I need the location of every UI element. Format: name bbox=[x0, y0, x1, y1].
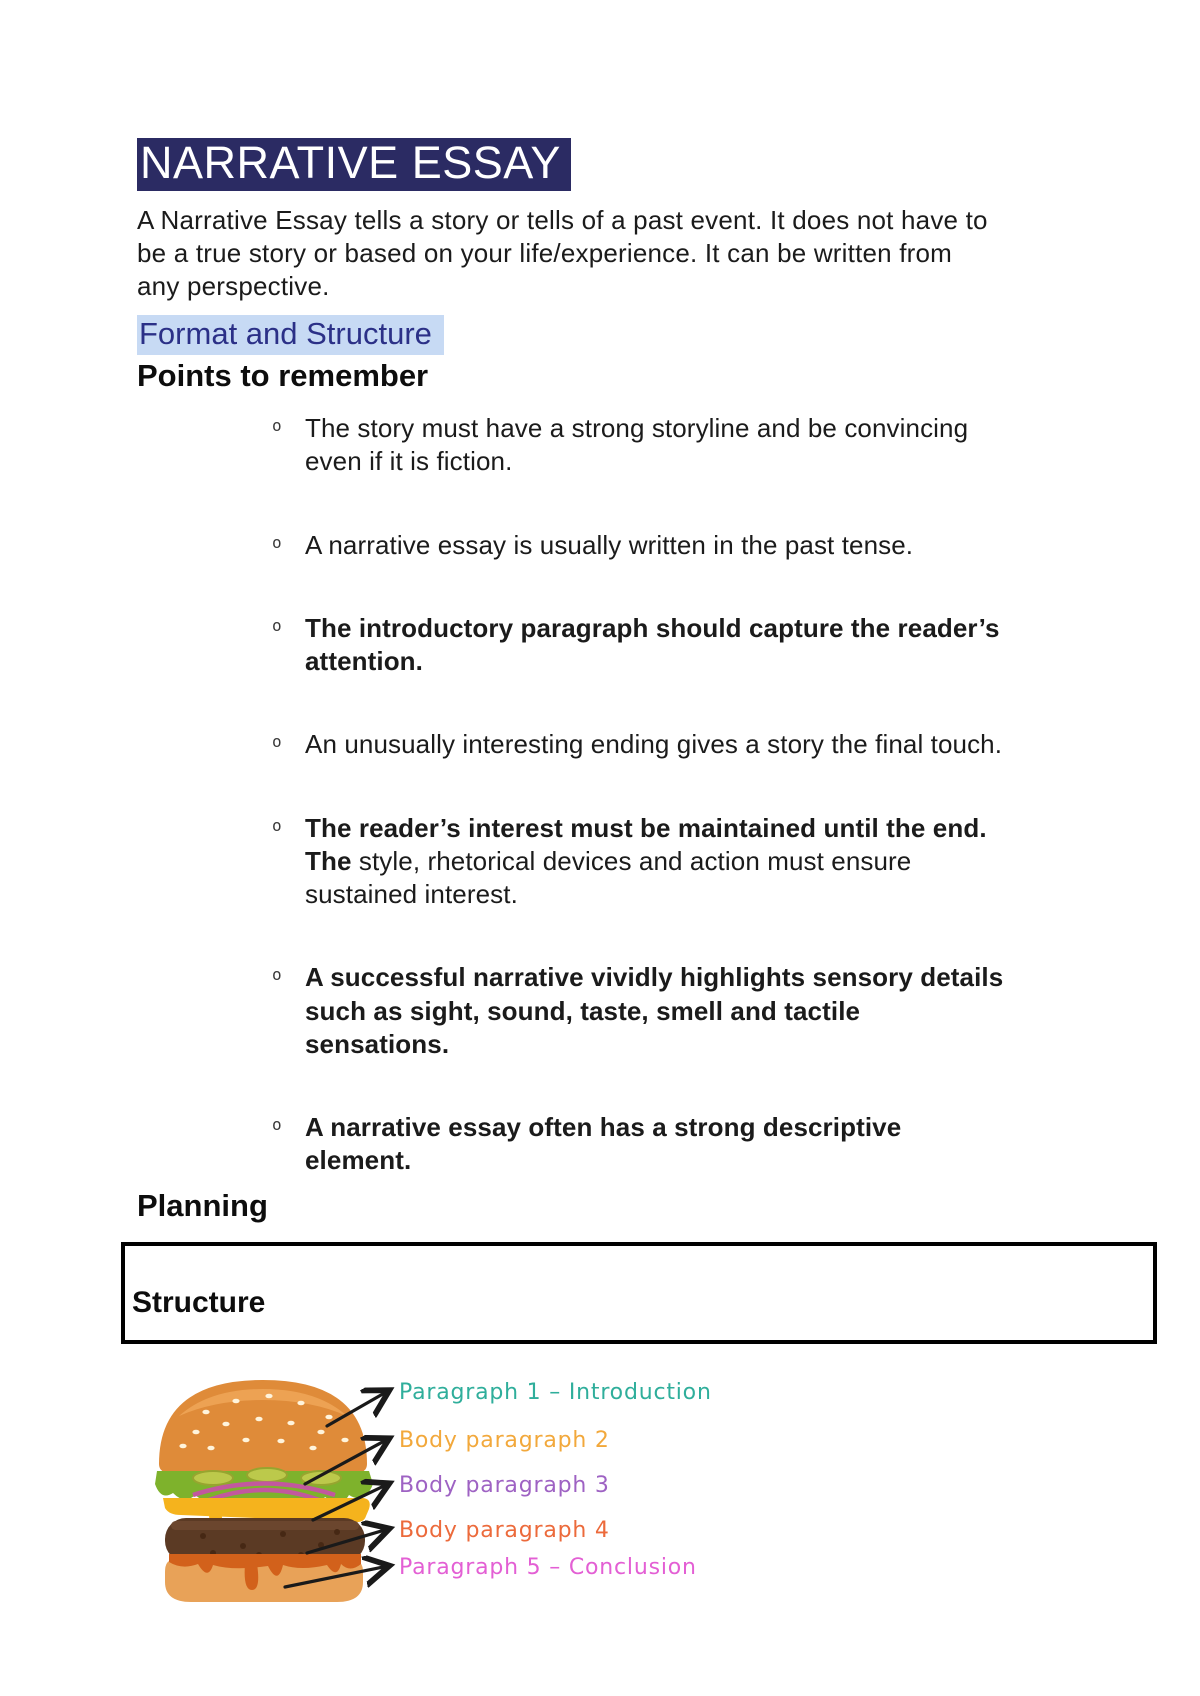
intro-paragraph bbox=[137, 204, 1072, 303]
bullet-marker: o bbox=[272, 815, 282, 835]
bullet-text: A successful narrative vividly highlights sensory details such as sight, sound, taste, smell and tactile sensations. bbox=[305, 962, 1004, 1059]
bullet-item bbox=[272, 728, 1010, 761]
diagram-label-paragraph-1-introduction: Paragraph 1 – Introduction bbox=[399, 1379, 712, 1405]
bullet-marker: o bbox=[272, 965, 282, 985]
diagram-label-body-paragraph-2: Body paragraph 2 bbox=[399, 1427, 610, 1453]
bullet-list bbox=[137, 412, 1072, 1178]
bullet-marker: o bbox=[272, 615, 282, 635]
intro-line: be a true story or based on your life/experience. It can be written from bbox=[137, 238, 953, 269]
diagram-label-paragraph-5-conclusion: Paragraph 5 – Conclusion bbox=[399, 1554, 697, 1580]
bullet-item bbox=[272, 961, 1010, 1061]
structure-box bbox=[121, 1242, 1157, 1344]
hamburger-icon bbox=[155, 1380, 373, 1602]
bullet-text-bold: The reader’s interest must be maintained until the end. The bbox=[305, 812, 987, 876]
bullet-text: A narrative essay often has a strong descriptive element. bbox=[305, 1112, 902, 1176]
bullet-item bbox=[272, 412, 1010, 479]
burger-structure-diagram bbox=[137, 1364, 1072, 1619]
bullet-item bbox=[272, 812, 1010, 912]
page-title: NARRATIVE ESSAY bbox=[137, 138, 571, 191]
points-to-remember-heading: Points to remember bbox=[137, 358, 429, 394]
bullet-text: The story must have a strong storyline and be convincing even if it is fiction. bbox=[305, 413, 969, 477]
diagram-label-body-paragraph-4: Body paragraph 4 bbox=[399, 1517, 610, 1543]
bullet-text: The introductory paragraph should capture the reader’s attention. bbox=[305, 612, 1000, 677]
bullet-text: A narrative essay is usually written in the past tense. bbox=[305, 529, 914, 560]
intro-line: A Narrative Essay tells a story or tells of a past event. It does not have to bbox=[137, 205, 988, 236]
bullet-item bbox=[272, 612, 1010, 679]
bullet-text: style, rhetorical devices and action must ensure sustained interest. bbox=[305, 845, 912, 910]
bullet-marker: o bbox=[272, 416, 282, 436]
diagram-label-body-paragraph-3: Body paragraph 3 bbox=[399, 1472, 610, 1498]
bullet-marker: o bbox=[272, 732, 282, 752]
bullet-marker: o bbox=[272, 1115, 282, 1135]
page-content bbox=[132, 137, 1072, 1619]
bullet-marker: o bbox=[272, 532, 282, 552]
planning-heading: Planning bbox=[137, 1187, 268, 1223]
bullet-item bbox=[272, 529, 1010, 562]
bullet-text: An unusually interesting ending gives a story the final touch. bbox=[305, 729, 1003, 760]
structure-label: Structure bbox=[132, 1285, 266, 1319]
bullet-item bbox=[272, 1111, 1010, 1178]
format-structure-heading: Format and Structure bbox=[137, 315, 444, 355]
intro-line: any perspective. bbox=[137, 271, 330, 302]
